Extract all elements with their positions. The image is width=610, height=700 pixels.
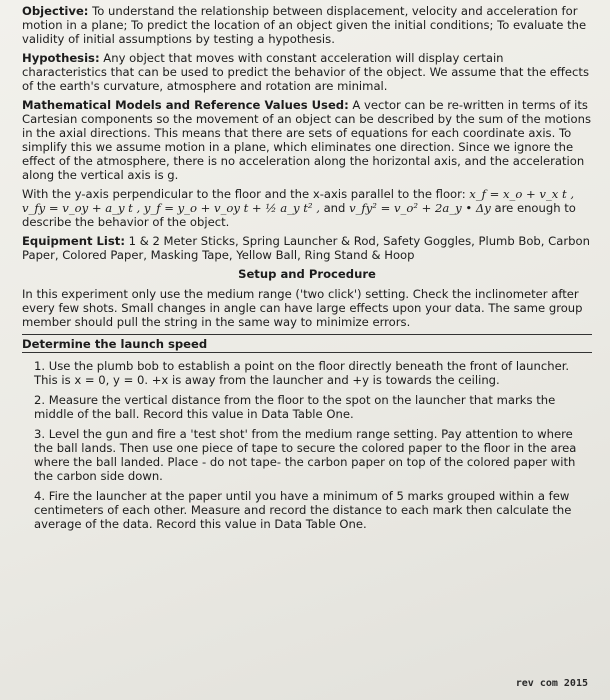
equations-and: and [319,201,350,215]
equipment-text: 1 & 2 Meter Sticks, Spring Launcher & Rod, Safety Goggles, Plumb Bob, Carbon Paper, Colored Paper, Masking Tape, Yellow Ball, Ring Stand & Hoop [22,234,590,262]
models-label: Mathematical Models and Reference Values Used: [22,98,349,112]
revision-footer: rev com 2015 [515,678,588,689]
setup-heading: Setup and Procedure [238,267,376,281]
procedure-step: 1. Use the plumb bob to establish a point on the floor directly beneath the front of launcher. This is x = 0, y = 0. +x is away from the launcher and +y is towards the ceiling. [34,359,570,387]
equipment-paragraph [22,234,592,262]
models-paragraph [22,98,592,182]
equation-velocity-squared: v_fy² = v_o² + 2a_y • Δy [349,201,491,215]
equipment-label: Equipment List: [22,234,125,248]
equations-paragraph [22,187,592,229]
document-body [22,4,592,537]
objective-text: To understand the relationship between displacement, velocity and acceleration for motion in a plane; To predict the location of an object given the initial conditions; To evaluate the validity of initial assumptions by testing a hypothesis. [22,4,587,46]
procedure-step: 3. Level the gun and fire a 'test shot' from the medium range setting. Pay attention to where the ball lands. Then use one piece of tape to secure the colored paper to the floor in the area where the ball landed. Place - do not tape- the carbon paper on top of the colored paper with the carbon side down. [34,427,577,483]
models-text: A vector can be re-written in terms of its Cartesian components so the movement of an object can be described by the sum of the motions in the axial directions. This means that there are sets of equations for each coordinate axis. To simplify this we assume motion in a plane, which eliminates one direction. Since we ignore the effect of the atmosphere, there is no acceleration along the horizontal axis, and the acceleration along the vertical axis is g. [22,98,591,182]
setup-paragraph: In this experiment only use the medium range ('two click') setting. Check the inclinometer after every few shots. Small changes in angle can have large effects upon your data. The same group member should pull the string in the same way to minimize errors. [22,287,583,329]
equation-x-position: x_f = x_o + v_x t , [469,187,575,201]
hypothesis-label: Hypothesis: [22,51,100,65]
hypothesis-text: Any object that moves with constant acceleration will display certain characteristics that can be used to predict the behavior of the object. We assume that the effects of the earth's curvature, atmosphere and rotation are minimal. [22,51,590,93]
procedure-step: 4. Fire the launcher at the paper until you have a minimum of 5 marks grouped within a few centimeters of each other. Measure and record the distance to each mark then calculate the average of the data. Record this value in Data Table One. [34,489,572,531]
objective-paragraph [22,4,592,46]
objective-label: Objective: [22,4,89,18]
section-heading: Determine the launch speed [22,334,592,353]
equations-intro: With the y-axis perpendicular to the floor and the x-axis parallel to the floor: [22,187,470,201]
equation-vertical-motion: v_fy = v_oy + a_y t , y_f = y_o + v_oy t + ½ a_y t² , [22,201,320,215]
procedure-steps [22,359,592,531]
equations-outro: are enough to describe the behavior of the object. [22,201,576,229]
hypothesis-paragraph [22,51,592,93]
procedure-step: 2. Measure the vertical distance from the floor to the spot on the launcher that marks the middle of the ball. Record this value in Data Table One. [34,393,556,421]
